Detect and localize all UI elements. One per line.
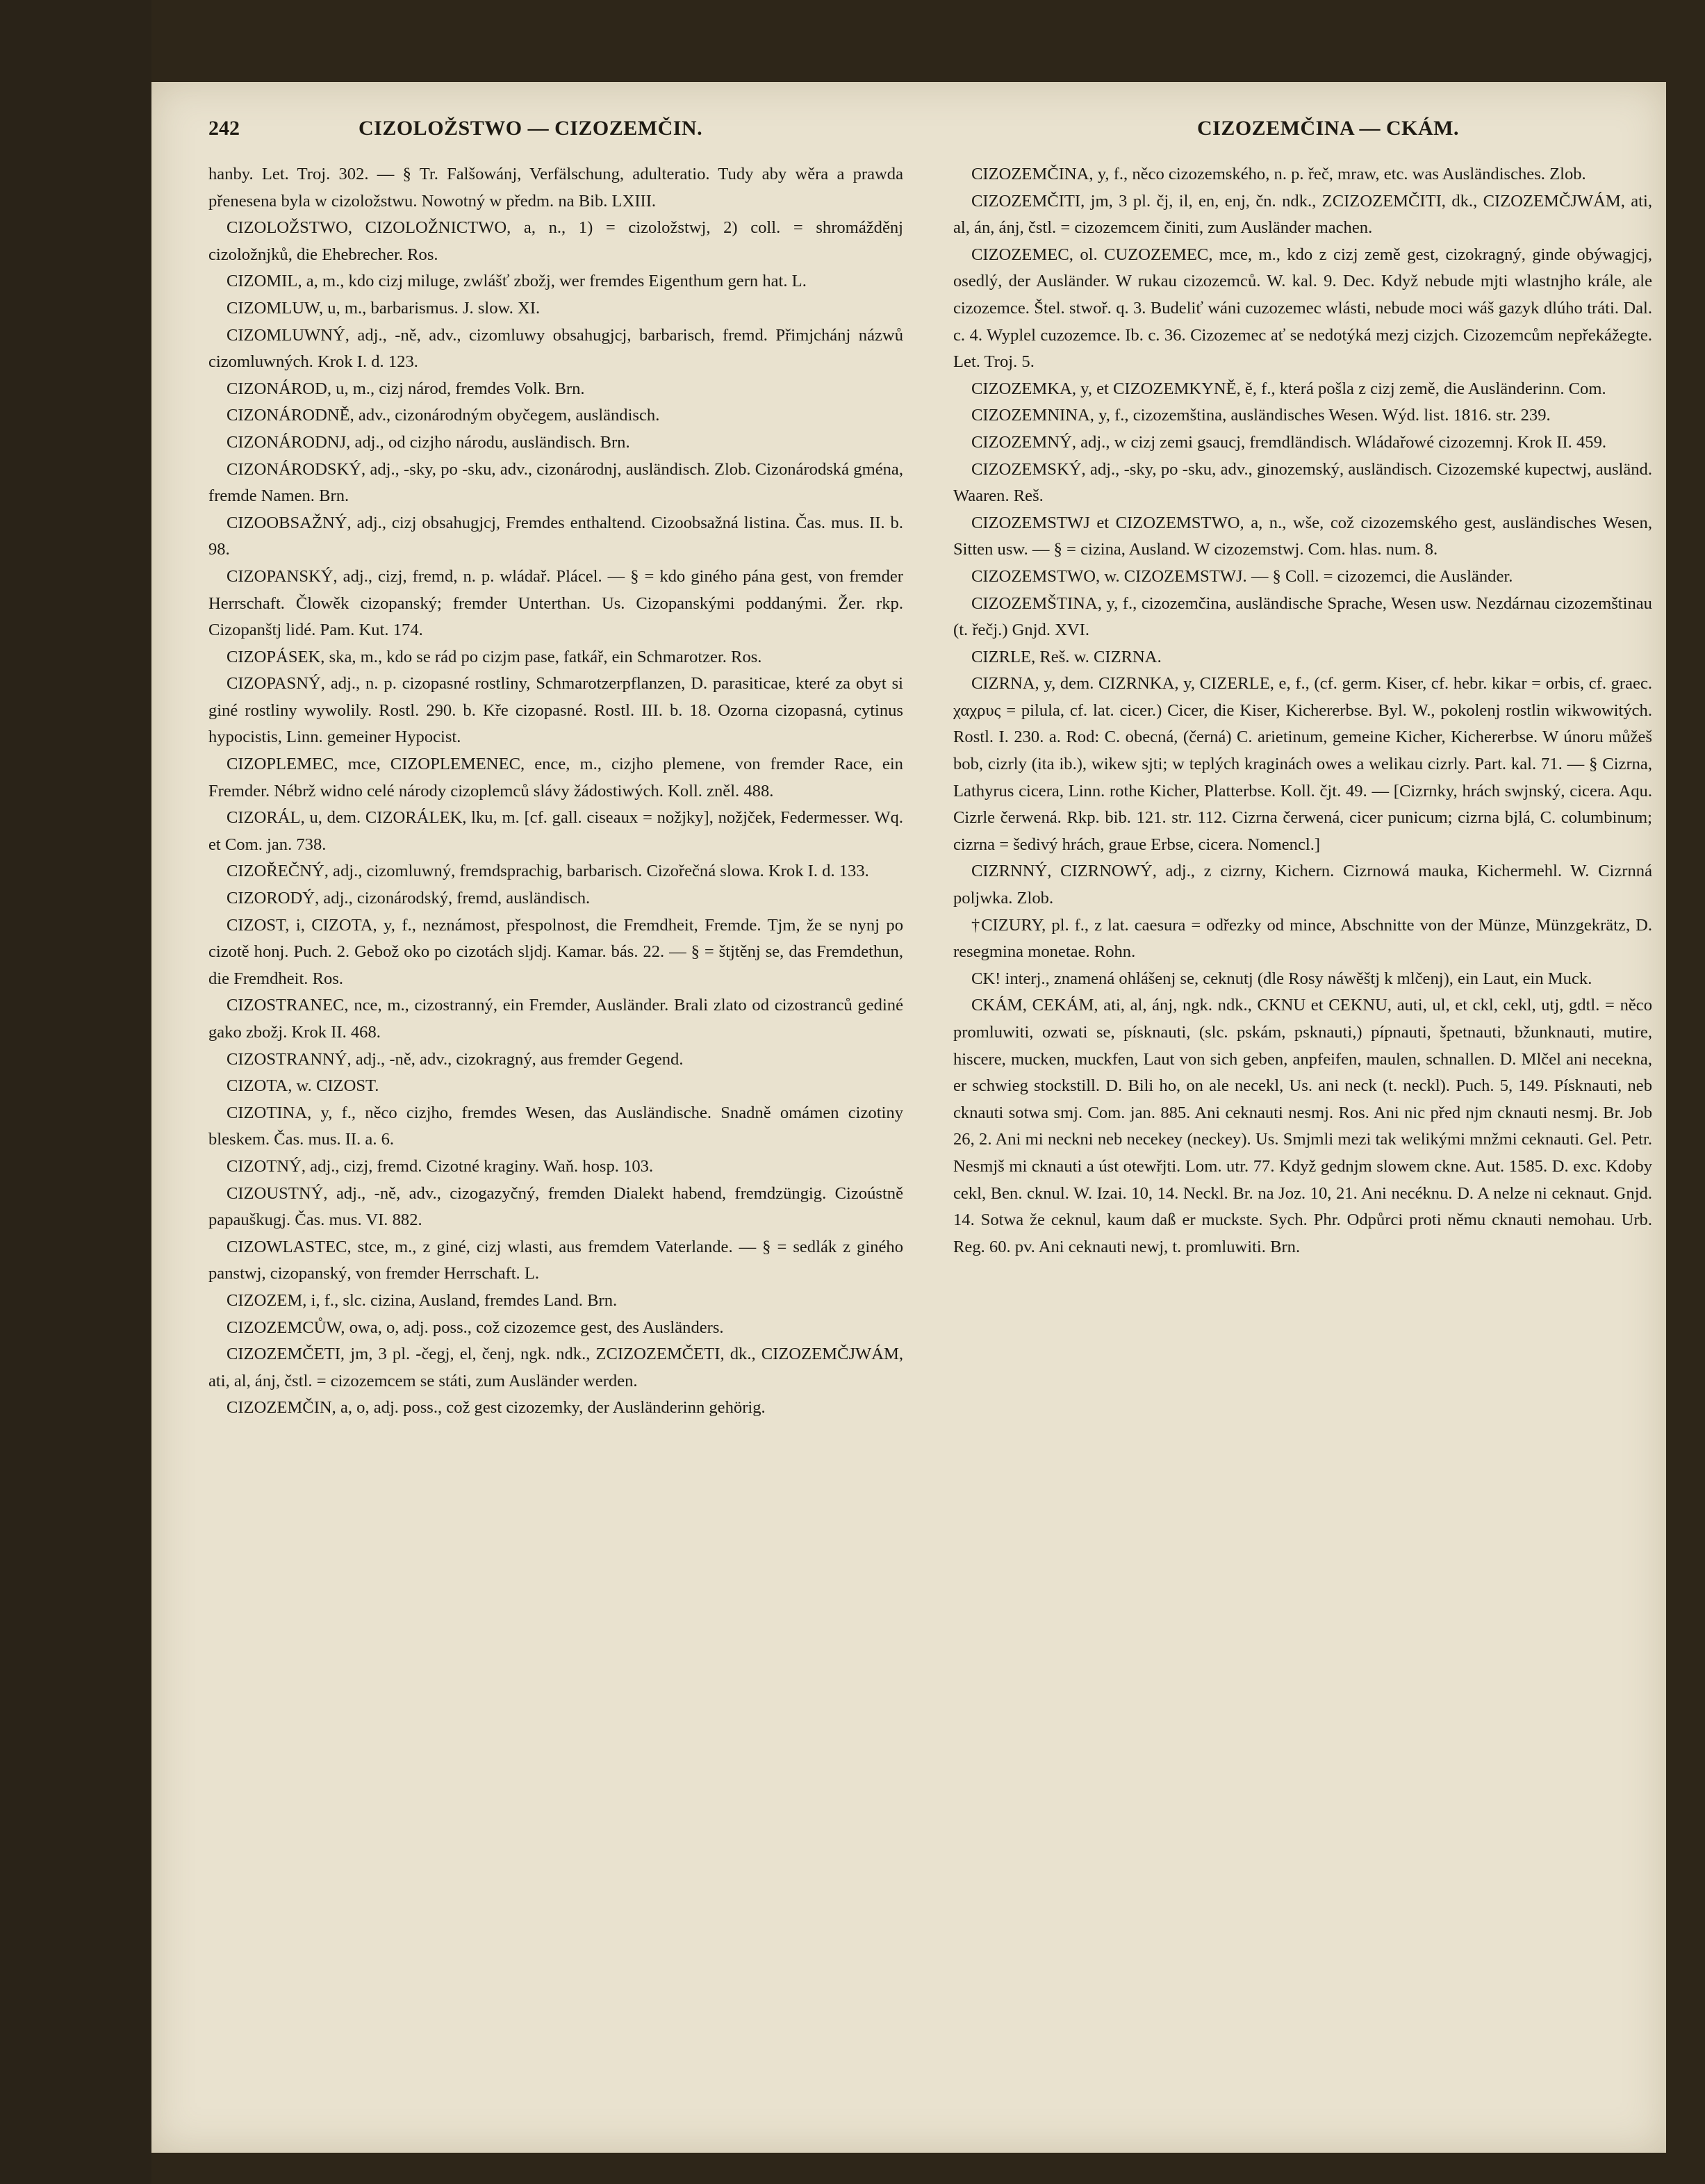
entry-definition: stce, m., z giné, cizj wlasti, aus fremdem Vaterlande. — § = sedlák z giného panstwj, cizopanský, von fremder Herrschaft. L. [208,1237,903,1283]
dictionary-entry [953,591,1652,644]
entry-definition: adj., cizj obsahugjcj, Fremdes enthaltend. Cizoobsažná listina. Čas. mus. II. b. 98. [208,513,903,559]
entry-definition: adj., cizomluwný, fremdsprachig, barbarisch. Cizořečná slowa. Krok I. d. 133. [333,862,869,881]
page-number: 242 [208,117,240,140]
entry-headword: CIZOZEM, [226,1290,307,1310]
entry-definition: i, CIZOTA, y, f., neznámost, přespolnost, die Fremdheit, Fremde. Tjm, že se nynj po cizotě honj. Puch. 2. Gebož oko po cizotách sljdj. Kamar. bás. 22. — § = štjtěnj se, das Fremdethun, die Fremdheit. Ros. [208,915,903,988]
dictionary-entry [208,215,903,268]
dictionary-entry [208,671,903,751]
entry-headword: CIZOWLASTEC, [226,1237,352,1256]
entry-definition: a, m., kdo cizj miluge, zwlášť zbožj, wer fremdes Eigenthum gern hat. L. [306,272,807,291]
entry-headword: CIZONÁROD, [226,379,331,398]
entry-definition: y, dem. CIZRNKA, y, CIZERLE, e, f., (cf. germ. Kiser, cf. hebr. kikar = orbis, cf. graec. χαχρυς = pilula, cf. lat. cicer.) Cicer, die Kiser, Kichererbse. Byl. W., pokolenj rostlin wikwowitých. Rostl. I. 230. a. Rod: C. obecná, (černá) C. arietinum, gemeine Kicher, Kichererbse. W únoru můžeš bob, cizrly (ita ib.), wikew sjti; w teplých kraginách owes a welikau cizrly. Part. kal. 71. — § Cizrna, Lathyrus cicera, Linn. rothe Kicher, Platterbse. Koll. čjt. 49. — [Cizrnky, hrách swjnský, cicera. Aqu. Cizrle čerwená. Rkp. bib. 121. str. 112. Cizrna čerwená, cicer punicum; cizrna bjlá, C. columbinum; cizrna = šedivý hrách, graue Erbse, cicera. Nomencl.] [953,674,1653,854]
entry-headword: CIZOZEMŠTINA, [971,593,1102,613]
entry-headword: CIZOZEMSKÝ, [971,459,1086,479]
entry-headword: CIZOSTRANNÝ, [226,1049,352,1069]
entry-definition: y, f., něco cizjho, fremdes Wesen, das Ausländische. Snadně omámen cizotiny bleskem. Čas. mus. II. a. 6. [208,1103,903,1149]
entry-definition: interj., znamená ohlášenj se, ceknutj (dle Rosy náwěštj k mlčenj), ein Laut, ein Muck. [1005,969,1592,988]
entry-headword: CIZRNA, [971,674,1039,693]
entry-definition: adj., -ně, adv., cizomluwy obsahugjcj, barbarisch, fremd. Přimjchánj názwů cizomluwných. Krok I. d. 123. [208,325,903,372]
dictionary-entry [208,1341,903,1395]
dictionary-entry [208,992,903,1046]
entry-definition: adj., cizj, fremd, n. p. wládař. Plácel. — § = kdo giného pána gest, von fremder Herrschaft. Člowěk cizopanský; fremder Unterthan. Us. Cizopanskými poddanými. Žer. rkp. Cizopanštj lidé. Pam. Kut. 174. [208,566,903,640]
dictionary-entry [208,912,903,993]
entry-headword: CIZONÁRODNĚ, [226,406,354,425]
entry-headword: CIZRLE, [971,647,1036,666]
entry-headword: CIZRNNÝ, [971,862,1052,881]
entry-definition: adj., n. p. cizopasné rostliny, Schmarotzerpflanzen, D. parasiticae, které za obyt si giné rostliny wywolily. Rostl. 290. b. Kře cizopasné. Rostl. III. b. 18. Ozorna cizopasná, cytinus hypocistis, Linn. gemeiner Hypocist. [208,674,903,747]
dictionary-entry [953,966,1652,993]
header-left-title: CIZOLOŽSTWO — CIZOZEMČIN. [359,117,703,140]
entry-definition: y, f., cizozemština, ausländisches Wesen. Wýd. list. 1816. str. 239. [1098,406,1551,425]
dictionary-entry [208,1315,903,1342]
dictionary-entry [208,885,903,912]
dictionary-entry [953,242,1652,376]
entry-headword: CIZONÁRODNJ, [226,432,351,452]
dictionary-entry [208,1046,903,1074]
entry-headword: CK! [971,969,1001,988]
entry-headword: CIZOPASNÝ, [226,674,325,693]
entry-definition: Reš. w. CIZRNA. [1039,647,1162,666]
dictionary-entry [208,751,903,805]
entry-headword: CIZORÁL, [226,808,305,828]
dictionary-entry [208,1153,903,1181]
entry-headword: CIZONÁRODSKÝ, [226,459,366,479]
dictionary-entry [208,161,903,215]
dictionary-entry [953,912,1652,966]
entry-definition: jm, 3 pl. -čegj, el, čenj, ngk. ndk., ZCIZOZEMČETI, dk., CIZOZEMČJWÁM, ati, al, ánj, čstl. = cizozemcem se státi, zum Ausländer werden. [208,1345,904,1390]
dictionary-entry [208,1100,903,1153]
entry-headword: CIZOPANSKÝ, [226,566,338,586]
dictionary-entry [208,1073,903,1100]
entry-definition: u, m., barbarismus. J. slow. XI. [327,298,541,318]
entry-headword: CIZOMLUWNÝ, [226,325,349,345]
entry-definition: i, f., slc. cizina, Ausland, fremdes Land. Brn. [311,1290,618,1310]
dictionary-entry [953,992,1652,1261]
entry-definition: et CIZOZEMSTWO, a, n., wše, což cizozemského gest, ausländisches Wesen, Sitten usw. — § = cizina, Ausland. W cizozemstwj. Com. hlas. num. 8. [953,513,1652,559]
entry-headword: CIZOZEMSTWO, [971,566,1101,586]
dictionary-entry [208,1288,903,1315]
entry-definition: owa, o, adj. poss., což cizozemce gest, des Ausländers. [349,1317,724,1337]
dictionary-entry [208,429,903,457]
header-right-title: CIZOZEMČINA — CKÁM. [1196,117,1459,140]
entry-definition: y, f., něco cizozemského, n. p. řeč, mraw, etc. was Ausländisches. Zlob. [1097,165,1586,183]
left-column [208,161,903,1422]
entry-definition: hanby. Let. Troj. 302. — § Tr. Falšowánj, Verfälschung, adulteratio. Tudy aby wěra a prawda přenesena byla w cizoložstwu. Nowotný w předm. na Bib. LXIII. [208,165,903,211]
entry-headword: CIZOZEMSTWJ [971,513,1090,532]
dictionary-entry [953,457,1652,510]
entry-headword: CIZOUSTNÝ, [226,1183,328,1203]
page-header [208,117,1466,145]
right-column [953,161,1652,1261]
entry-headword: CIZOMIL, [226,272,302,291]
dictionary-entry [208,457,903,510]
entry-headword: CKÁM, [971,996,1027,1015]
entry-definition: pl. f., z lat. caesura = odřezky od mince, Abschnitte von der Münze, Münzgekrätz, D. resegmina monetae. Rohn. [953,915,1652,962]
scan-margin [0,0,151,2184]
entry-headword: CIZOTNÝ, [226,1156,306,1176]
dictionary-entry [208,564,903,644]
entry-definition: ol. CUZOZEMEC, mce, m., kdo z cizj země gest, cizokragný, ginde obýwagjcj, osedlý, der Ausländer. W rukau cizozemců. W. kal. 9. Dec. Když nebude mjti wlastnjho krále, ale cizozemce. Štel. stwoř. q. 3. Budeliť wáni cuzozemec wlásti, nebude moci wáš gazyk dlúho tráti. Dal. c. 4. Wyplel cuzozemce. Ib. c. 36. Cizozemec ať se nedotýká mezj cizjch. Cizozemcům nepřekážegte. Let. Troj. 5. [953,245,1653,372]
entry-definition: adj., -ně, adv., cizogazyčný, fremden Dialekt habend, fremdzüngig. Cizoústně papauškugj. Čas. mus. VI. 882. [208,1183,904,1230]
entry-headword: CIZOSTRANEC, [226,996,349,1015]
dictionary-entry [953,858,1652,912]
dictionary-entry [208,1181,903,1234]
entry-headword: CIZOZEMČITI, [971,191,1085,211]
entry-headword: CIZOPLEMEC, [226,755,338,774]
entry-definition: CIZRNOWÝ, adj., z cizrny, Kichern. Cizrnowá mauka, Kichermehl. W. Cizrnná poljwka. Zlob. [953,862,1652,908]
entry-headword: CIZORODÝ, [226,889,320,908]
entry-definition: jm, 3 pl. čj, il, en, enj, čn. ndk., ZCIZOZEMČITI, dk., CIZOZEMČJWÁM, ati, al, án, ánj, čstl. = cizozemcem činiti, zum Ausländer machen. [953,191,1652,238]
entry-definition: adj., cizonárodský, fremd, ausländisch. [323,889,591,908]
entry-headword: CIZOŘEČNÝ, [226,862,329,881]
dictionary-entry [208,268,903,295]
entry-definition: ska, m., kdo se rád po cizjm pase, fatkář, ein Schmarotzer. Ros. [329,647,762,666]
entry-definition: y, f., cizozemčina, ausländische Sprache, Wesen usw. Nezdárnau cizozemštinau (t. řečj.) Gnjd. XVI. [953,593,1652,640]
entry-headword: CIZOZEMČIN, [226,1398,336,1418]
entry-headword: CIZOST, [226,915,290,935]
entry-headword: CIZOZEMEC, [971,245,1073,264]
entry-definition: adj., -sky, po -sku, adv., cizonárodnj, ausländisch. Zlob. Cizonárodská gména, fremde Namen. Brn. [208,459,903,506]
entry-definition: w. CIZOZEMSTWJ. — § Coll. = cizozemci, die Ausländer. [1104,566,1513,586]
entry-definition: adj., cizj, fremd. Cizotné kraginy. Waň. hosp. 103. [310,1156,654,1176]
dictionary-entry [208,1395,903,1422]
entry-headword: CIZOTINA, [226,1103,312,1122]
entry-headword: CIZOTA, [226,1076,293,1096]
dictionary-entry [208,510,903,564]
dictionary-entry [208,376,903,403]
entry-headword: CIZOMLUW, [226,298,324,318]
dictionary-entry [208,295,903,322]
dictionary-entry [953,671,1652,858]
dictionary-entry [953,429,1652,457]
entry-definition: adj., -ně, adv., cizokragný, aus fremder Gegend. [355,1049,684,1069]
entry-definition: mce, CIZOPLEMENEC, ence, m., cizjho plemene, von fremder Race, ein Fremder. Nébrž widno celé národy cizoplemců slávy žádostiwých. Koll. zněl. 488. [208,755,903,800]
entry-headword: CIZOZEMNÝ, [971,432,1076,452]
entry-headword: CIZOZEMNINA, [971,406,1094,425]
entry-definition: u, dem. CIZORÁLEK, lku, m. [cf. gall. ciseaux = nožjky], nožjček, Federmesser. Wq. et Com. jan. 738. [208,808,903,854]
dictionary-entry [208,1234,903,1288]
dictionary-entry [953,402,1652,429]
entry-definition: u, m., cizj národ, fremdes Volk. Brn. [336,379,585,398]
entry-headword: CIZOOBSAŽNÝ, [226,513,352,532]
entry-definition: adj., od cizjho národu, ausländisch. Brn. [354,432,630,452]
entry-headword: †CIZURY, [971,915,1046,935]
entry-definition: CIZOLOŽNICTWO, a, n., 1) = cizoložstwj, 2) coll. = shromážděnj cizoložnjků, die Ehebrecher. Ros. [208,218,903,264]
dictionary-entry [208,402,903,429]
entry-definition: y, et CIZOZEMKYNĚ, ě, f., která pošla z cizj země, die Ausländerinn. Com. [1080,379,1606,398]
dictionary-entry [953,188,1652,242]
entry-definition: adj., -sky, po -sku, adv., ginozemský, ausländisch. Cizozemské kupectwj, ausländ. Waaren. Reš. [953,459,1653,506]
entry-headword: CIZOZEMČINA, [971,165,1094,183]
dictionary-entry [208,322,903,376]
dictionary-entry [208,644,903,671]
dictionary-entry [953,161,1652,188]
entry-headword: CIZOPÁSEK, [226,647,325,666]
dictionary-entry [953,376,1652,403]
dictionary-entry [953,644,1652,671]
entry-headword: CIZOLOŽSTWO, [226,218,353,238]
entry-headword: CIZOZEMCŮW, [226,1317,345,1337]
entry-definition: adv., cizonárodným obyčegem, ausländisch. [358,406,660,425]
dictionary-entry [208,858,903,885]
entry-definition: a, o, adj. poss., což gest cizozemky, der Ausländerinn gehörig. [340,1398,766,1418]
entry-definition: CEKÁM, ati, al, ánj, ngk. ndk., CKNU et CEKNU, auti, ul, et ckl, cekl, utj, gdtl. = něco promluwiti, ozwati se, písknauti, (slc. pskám, psknauti,) pípnauti, špetnauti, bžunknauti, mutire, hiscere, mucken, muckfen, Laut von sich geben, anpfeifen, maulen, schnallen. D. Mlčel ani necekna, er schwieg stockstill. D. Bili ho, on ale necekl, Us. ani neck (t. neckl). Puch. 5, 149. Písknauti, neb cknauti sotwa smj. Com. jan. 885. Ani ceknauti nesmj. Ros. Ani nic před njm cknauti nesmj. Br. Job 26, 2. Ani mi neckni neb necekey (neckey). Us. Smjmli mezi tak welikými mnžmi ceknauti. Gel. Petr. Nesmjš mi cknauti a úst otewřjti. Lom. utr. 77. Když gednjm slowem ckne. Aut. 1585. D. exc. Kdoby cekl, Ben. cknul. W. Izai. 10, 14. Neckl. Br. na Joz. 10, 21. Ani necéknu. D. A nelze ni ceknaut. Gnjd. 14. Sotwa že ceknul, kaum daß er muckste. Sych. Phr. Odpůrci proti němu cknauti nemohau. Urb. Reg. 60. pv. Ani ceknauti newj, t. promluwiti. Brn. [953,996,1652,1256]
entry-definition: nce, m., cizostranný, ein Fremder, Ausländer. Brali zlato od cizostranců gediné gako zbožj. Krok II. 468. [208,996,903,1042]
entry-definition: w. CIZOST. [296,1076,379,1096]
entry-definition: adj., w cizj zemi gsaucj, fremdländisch. Wládařowé cizozemnj. Krok II. 459. [1080,432,1607,452]
dictionary-entry [208,805,903,858]
entry-headword: CIZOZEMČETI, [226,1345,345,1364]
dictionary-entry [953,564,1652,591]
entry-headword: CIZOZEMKA, [971,379,1076,398]
dictionary-entry [953,510,1652,564]
